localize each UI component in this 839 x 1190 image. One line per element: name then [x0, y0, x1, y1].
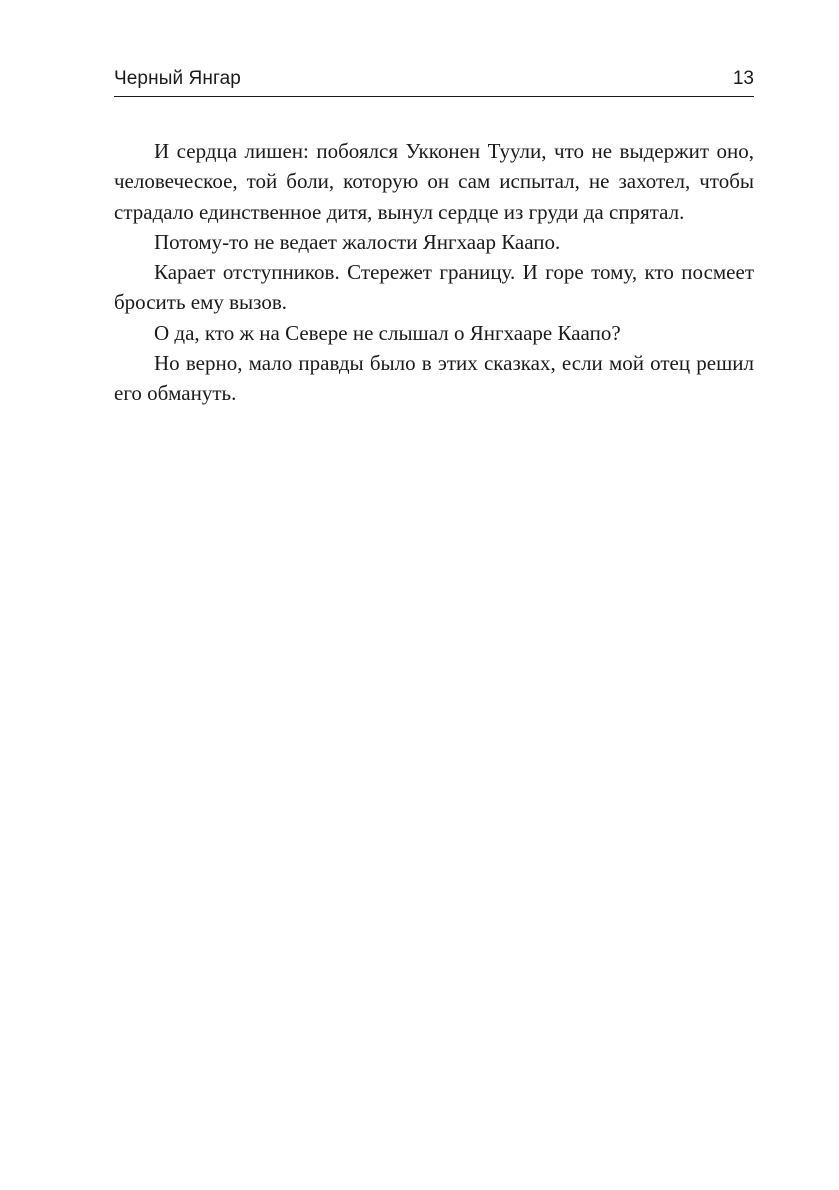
paragraph: Карает отступников. Стережет границу. И горе тому, кто посмеет бросить ему вызов. — [114, 260, 754, 315]
paragraph: Потому-то не ведает жалости Янгхаар Каапо. — [154, 229, 561, 254]
running-header — [114, 66, 754, 97]
paragraph: О да, кто ж на Севере не слышал о Янгхааре Каапо? — [154, 320, 621, 345]
body-text — [114, 136, 754, 409]
paragraph: Но верно, мало правды было в этих сказках, если мой отец решил его обмануть. — [114, 351, 754, 406]
paragraph: И сердца лишен: побоялся Укконен Туули, что не выдержит оно, человеческое, той боли, которую он сам испытал, не захотел, чтобы страдало единственное дитя, вынул сердце из груди да спрятал. — [114, 139, 754, 224]
running-title: Черный Янгар — [114, 68, 241, 89]
page-number: 13 — [732, 68, 754, 89]
